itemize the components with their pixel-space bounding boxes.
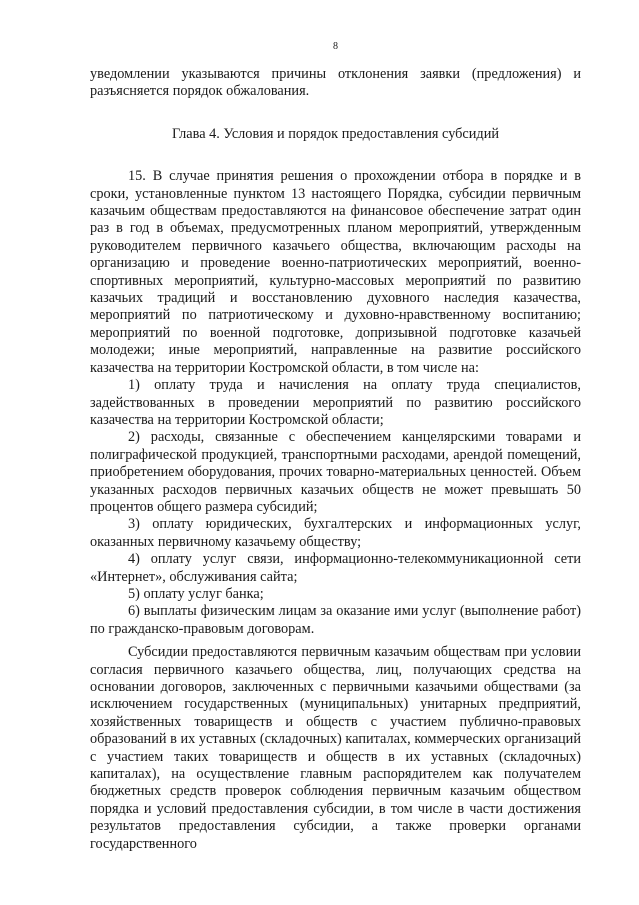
list-item-3: 3) оплату юридических, бухгалтерских и информационных услуг, оказанных первичному казачьему обществу; xyxy=(90,516,581,550)
chapter-heading: Глава 4. Условия и порядок предоставления субсидий xyxy=(171,125,500,142)
paragraph-15: 15. В случае принятия решения о прохождении отбора в порядке и в сроки, установленные пунктом 13 настоящего Порядка, субсидии первичным казачьим обществам предоставляются на финансовое обеспечение затрат один раз в год в объемах, предусмотренных планом мероприятий, утвержденным руководителем первичного казачьего общества, включающим расходы на организацию и проведение военно-патриотических мероприятий, военно-спортивных мероприятий, культурно-массовых мероприятий по развитию казачьих традиций и восстановлению духовного наследия казачества, мероприятий по патриотическому и духовно-нравственному воспитанию; мероприятий по военной подготовке, допризывной подготовке казачьей молодежи; иные мероприятий, направленные на развитие российского казачества на территории Костромской области, в том числе на: xyxy=(90,168,581,376)
list-item-6: 6) выплаты физическим лицам за оказание ими услуг (выполнение работ) по гражданско-правовым договорам. xyxy=(90,603,581,637)
intro-paragraph: уведомлении указываются причины отклонения заявки (предложения) и разъясняется порядок обжалования. xyxy=(90,66,581,100)
page-number: 8 xyxy=(333,41,338,52)
list-item-2: 2) расходы, связанные с обеспечением канцелярскими товарами и полиграфической продукцией, транспортными расходами, арендой помещений, приобретением оборудования, прочих товарно-материальных ценностей. Объем указанных расходов первичных казачьих обществ не может превышать 50 процентов общего размера субсидий; xyxy=(90,429,581,515)
list-item-5: 5) оплату услуг банка; xyxy=(128,585,264,602)
closing-paragraph: Субсидии предоставляются первичным казачьим обществам при условии согласия первичного казачьего общества, лиц, получающих средства на основании договоров, заключенных с первичными казачьими обществами (за исключением государственных (муниципальных) унитарных предприятий, хозяйственных товариществ и обществ с участием публично-правовых образований в их уставных (складочных) капиталах, коммерческих организаций с участием таких товариществ и обществ в их уставных (складочных) капиталах), на осуществление главным распорядителем как получателем бюджетных средств проверок соблюдения первичным казачьим обществом порядка и условий предоставления субсидии, в том числе в части достижения результатов предоставления субсидии, а также проверки органами государственного xyxy=(90,644,581,852)
list-item-4: 4) оплату услуг связи, информационно-телекоммуникационной сети «Интернет», обслуживания сайта; xyxy=(90,551,581,585)
list-item-1: 1) оплату труда и начисления на оплату труда специалистов, задействованных в проведении мероприятий по развитию российского казачества на территории Костромской области; xyxy=(90,377,581,428)
